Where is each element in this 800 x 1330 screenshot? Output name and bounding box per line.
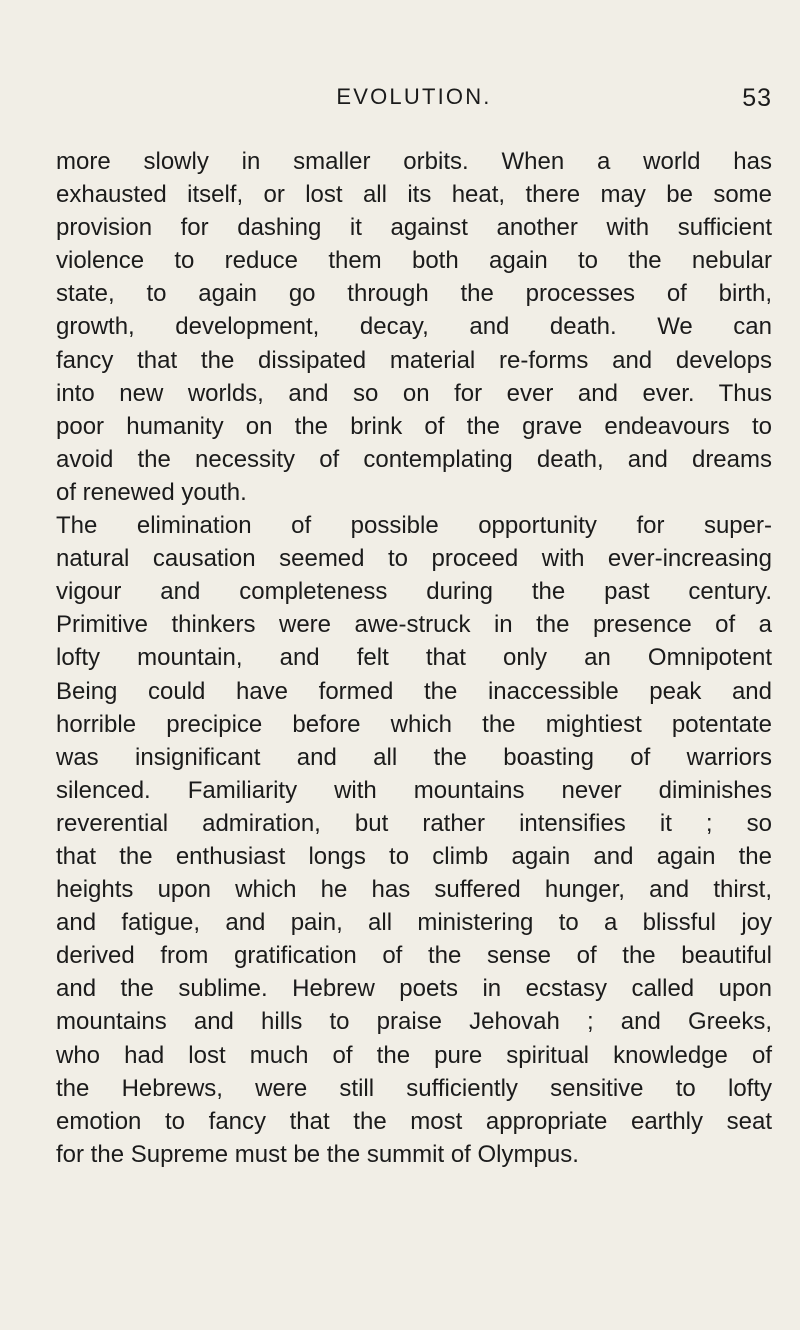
text-line: poor humanity on the brink of the grave endeavours to: [56, 412, 772, 440]
text-line: more slowly in smaller orbits. When a world has: [56, 148, 772, 175]
text-line: state, to again go through the processes of birth,: [56, 280, 772, 308]
text-line: violence to reduce them both again to the nebular: [56, 247, 772, 275]
text-line: who had lost much of the pure spiritual knowledge of: [56, 1041, 772, 1069]
text-line: the Hebrews, were still sufficiently sensitive to lofty: [56, 1074, 772, 1102]
running-title: EVOLUTION.: [336, 84, 492, 109]
text-line: mountains and hills to praise Jehovah ; and Greeks,: [56, 1008, 772, 1036]
text-line: silenced. Familiarity with mountains never diminishes: [56, 776, 772, 804]
text-line: of renewed youth.: [56, 478, 247, 506]
text-line: emotion to fancy that the most appropriate earthly seat: [56, 1107, 772, 1135]
text-line: that the enthusiast longs to climb again and again the: [56, 842, 772, 870]
text-line: lofty mountain, and felt that only an Omnipotent: [56, 644, 772, 672]
text-line: horrible precipice before which the mightiest potentate: [56, 710, 772, 738]
text-line: into new worlds, and so on for ever and ever. Thus: [56, 379, 772, 407]
text-line: heights upon which he has suffered hunger, and thirst,: [56, 876, 772, 904]
text-line: growth, development, decay, and death. We can: [56, 313, 772, 341]
text-line: provision for dashing it against another with sufficient: [56, 214, 772, 242]
text-line: reverential admiration, but rather intensifies it ; so: [56, 809, 772, 837]
text-line: fancy that the dissipated material re-forms and develops: [56, 346, 772, 374]
text-line: for the Supreme must be the summit of Olympus.: [56, 1140, 579, 1168]
text-line: natural causation seemed to proceed with ever-increasing: [56, 545, 772, 573]
page-number: 53: [742, 84, 772, 112]
text-line: Being could have formed the inaccessible peak and: [56, 677, 772, 705]
running-head: [56, 84, 772, 120]
text-line: The elimination of possible opportunity for super-: [56, 512, 772, 540]
body-text: [56, 145, 772, 1171]
text-line: avoid the necessity of contemplating death, and dreams: [56, 445, 772, 473]
text-line: Primitive thinkers were awe-struck in the presence of a: [56, 611, 772, 639]
text-line: was insignificant and all the boasting of warriors: [56, 743, 772, 771]
text-line: vigour and completeness during the past century.: [56, 578, 772, 606]
text-line: derived from gratification of the sense of the beautiful: [56, 942, 772, 970]
paragraph: [56, 145, 772, 509]
text-line: and the sublime. Hebrew poets in ecstasy called upon: [56, 975, 772, 1003]
text-line: and fatigue, and pain, all ministering to a blissful joy: [56, 909, 772, 937]
paragraph: [56, 509, 772, 1171]
text-line: exhausted itself, or lost all its heat, there may be some: [56, 181, 772, 209]
